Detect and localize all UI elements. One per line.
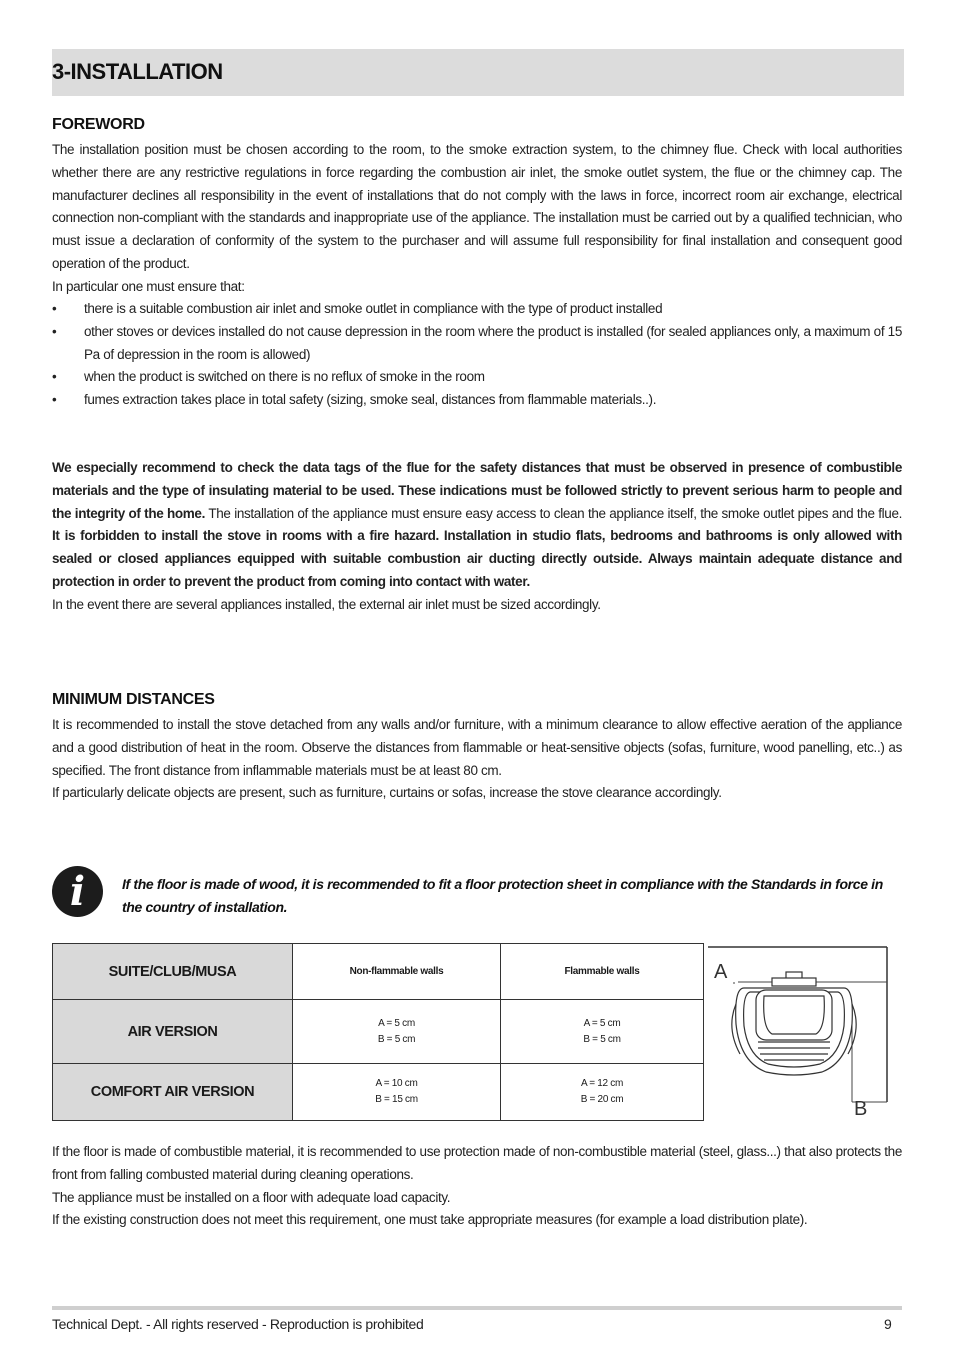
stove-clearance-diagram <box>706 944 890 1120</box>
foreword-bullet-list <box>52 298 902 412</box>
bullet-icon: • <box>52 369 57 385</box>
page-number: 9 <box>884 1316 892 1332</box>
list-item: • when the product is switched on there is no reflux of smoke in the room <box>52 366 902 389</box>
diagram-label-b: B <box>854 1098 868 1120</box>
floor-paragraph <box>52 1141 902 1232</box>
min-distances-text-1: It is recommended to install the stove detached from any walls and/or furniture, with a minimum clearance to allow effective aeration of the appliance and a good distribution of heat in the room. Observe the distances from flammable or heat-sensitive objects (sofas, furniture, wood panelling, etc..) as specified. The front distance from inflammable materials must be at least 80 cm. <box>52 717 902 778</box>
list-item: • fumes extraction takes place in total safety (sizing, smoke seal, distances from flammable materials..). <box>52 389 902 412</box>
bullet-icon: • <box>52 392 57 408</box>
bullet-icon: • <box>52 301 57 316</box>
distances-table <box>52 943 704 1121</box>
foreword-heading: FOREWORD <box>52 116 145 133</box>
stove-icon <box>732 972 856 1075</box>
foreword-text: The installation position must be chosen according to the room, to the smoke extraction system, to the chimney flue. Check with local authorities whether there are any restrictive regulations in force regarding the combustion air inlet, the smoke outlet system, the flue or the chimney cap. The manufacturer declines all responsibility in the event of installations that do not comply with the laws in force, incorrect room air exchange, electrical connection non-compliant with the standards and inappropriate use of the appliance. The installation must be carried out by a qualified technician, who must issue a declaration of conformity of the system to the purchaser and will assume full responsibility for final installation and consequent good operation of the product. <box>52 142 902 271</box>
diagram-label-a: A <box>714 961 728 983</box>
table-model-header: SUITE/CLUB/MUSA <box>53 944 293 1000</box>
table-cell: A = 5 cm B = 5 cm <box>501 1000 704 1064</box>
safety-normal-1: The installation of the appliance must ensure easy access to clean the appliance itself, the smoke outlet pipes and the flue. <box>205 505 902 521</box>
safety-bold-1: We especially recommend to check the data tags of the flue for the safety distances that must be observed in presence of combustible materials and the type of insulating material to be used. These indications must be followed strictly to prevent serious harm to people and the integrity of the home. <box>52 460 902 521</box>
bullet-icon: • <box>52 323 57 339</box>
table-cell: A = 5 cm B = 5 cm <box>293 1000 501 1064</box>
table-col-flammable: Flammable walls <box>501 944 704 1000</box>
page-title: 3-INSTALLATION <box>52 59 223 84</box>
floor-text-2: The appliance must be installed on a floor with adequate load capacity. <box>52 1189 451 1205</box>
floor-text-1: If the floor is made of combustible material, it is recommended to use protection made of non-combustible material (steel, glass...) that also protects the front from falling combusted material during cleaning operations. <box>52 1144 902 1182</box>
list-item: • other stoves or devices installed do not cause depression in the room where the product is installed (for sealed appliances only, a maximum of 15 Pa of depression in the room is allowed) <box>52 321 902 367</box>
foreword-intro: In particular one must ensure that: <box>52 278 245 294</box>
safety-bold-2: It is forbidden to install the stove in rooms with a fire hazard. Installation in studio flats, bedrooms and bathrooms is only allowed with sealed or closed appliances equipped with suitable combustion air ducting directly outside. Always maintain adequate distance and protection in order to prevent the product from coming into contact with water. <box>52 528 902 589</box>
safety-paragraph <box>52 457 902 617</box>
table-row <box>53 944 704 1000</box>
table-row-label: COMFORT AIR VERSION <box>53 1064 293 1121</box>
foreword-paragraph <box>52 139 902 299</box>
info-note-text: If the floor is made of wood, it is recommended to fit a floor protection sheet in compliance with the Standards in force in the country of installation. <box>122 876 883 915</box>
table-col-non-flammable: Non-flammable walls <box>293 944 501 1000</box>
safety-normal-2: In the event there are several appliances installed, the external air inlet must be sized accordingly. <box>52 596 601 612</box>
table-cell: A = 12 cm B = 20 cm <box>501 1064 704 1121</box>
footer-copyright: Technical Dept. - All rights reserved - Reproduction is prohibited <box>52 1316 424 1332</box>
section-header-bar <box>52 49 904 96</box>
table-cell: A = 10 cm B = 15 cm <box>293 1064 501 1121</box>
footer-divider <box>52 1306 902 1310</box>
min-distances-text-2: If particularly delicate objects are present, such as furniture, curtains or sofas, increase the stove clearance accordingly. <box>52 785 722 801</box>
table-row-label: AIR VERSION <box>53 1000 293 1064</box>
info-icon: i <box>52 866 103 917</box>
min-distances-paragraph <box>52 714 902 805</box>
table-row <box>53 1000 704 1064</box>
table-row <box>53 1064 704 1121</box>
min-distances-heading: MINIMUM DISTANCES <box>52 691 215 708</box>
list-item: • there is a suitable combustion air inlet and smoke outlet in compliance with the type of product installed <box>52 298 902 321</box>
floor-text-3: If the existing construction does not meet this requirement, one must take appropriate measures (for example a load distribution plate). <box>52 1212 808 1228</box>
